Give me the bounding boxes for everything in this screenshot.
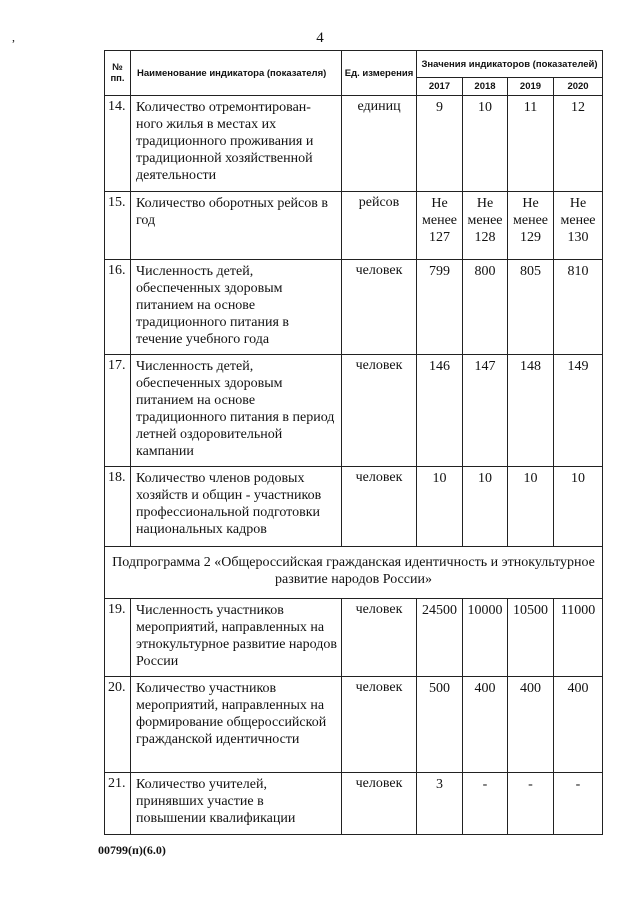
row-value: 3 xyxy=(417,773,463,835)
row-value: 12 xyxy=(554,96,603,192)
row-num: 14. xyxy=(105,96,131,192)
row-value: 147 xyxy=(463,355,508,467)
row-value: 146 xyxy=(417,355,463,467)
row-value: 400 xyxy=(463,677,508,773)
row-value: 10 xyxy=(463,96,508,192)
row-value: Не менее 129 xyxy=(508,192,554,260)
header-unit: Ед. измерения xyxy=(342,51,417,96)
header-values: Значения индикаторов (показателей) xyxy=(417,51,603,78)
row-value: 500 xyxy=(417,677,463,773)
table-row xyxy=(105,192,603,260)
row-name: Количество учителей, принявших участие в повышении квалификации xyxy=(131,773,342,835)
row-name: Численность участников мероприятий, направленных на этнокультурное развитие народов России xyxy=(131,599,342,677)
row-num: 19. xyxy=(105,599,131,677)
header-name: Наименование индикатора (показателя) xyxy=(131,51,342,96)
document-code: 00799(п)(6.0) xyxy=(98,843,166,857)
row-value: 10500 xyxy=(508,599,554,677)
row-unit: рейсов xyxy=(342,192,417,260)
row-value: 11 xyxy=(508,96,554,192)
row-value: 10 xyxy=(417,467,463,547)
row-unit: человек xyxy=(342,260,417,355)
row-unit: человек xyxy=(342,355,417,467)
row-value: 149 xyxy=(554,355,603,467)
table-row xyxy=(105,260,603,355)
row-name: Количество членов родовых хозяйств и общин - участников профессиональной подготовки национальных кадров xyxy=(131,467,342,547)
row-value: - xyxy=(554,773,603,835)
table-row xyxy=(105,677,603,773)
header-year: 2020 xyxy=(554,78,603,96)
header-year: 2019 xyxy=(508,78,554,96)
header-num: № пп. xyxy=(105,51,131,96)
row-name: Количество отремонтирован-ного жилья в местах их традиционного проживания и традиционной хозяйственной деятельности xyxy=(131,96,342,192)
table-row xyxy=(105,467,603,547)
indicators-table xyxy=(104,50,603,835)
row-num: 17. xyxy=(105,355,131,467)
row-value: 400 xyxy=(508,677,554,773)
row-name: Количество оборотных рейсов в год xyxy=(131,192,342,260)
row-value: 400 xyxy=(554,677,603,773)
row-value: Не менее 127 xyxy=(417,192,463,260)
row-num: 15. xyxy=(105,192,131,260)
row-value: 9 xyxy=(417,96,463,192)
header-year: 2017 xyxy=(417,78,463,96)
row-unit: человек xyxy=(342,599,417,677)
header-year: 2018 xyxy=(463,78,508,96)
row-value: 799 xyxy=(417,260,463,355)
stray-mark: , xyxy=(12,30,15,44)
row-value: - xyxy=(463,773,508,835)
row-unit: человек xyxy=(342,467,417,547)
table-row xyxy=(105,96,603,192)
row-num: 20. xyxy=(105,677,131,773)
row-num: 16. xyxy=(105,260,131,355)
row-unit: человек xyxy=(342,773,417,835)
row-value: 805 xyxy=(508,260,554,355)
row-name: Численность детей, обеспеченных здоровым питанием на основе традиционного питания в течение учебного года xyxy=(131,260,342,355)
row-value: 10 xyxy=(508,467,554,547)
page-number: 4 xyxy=(316,30,324,46)
row-value: 810 xyxy=(554,260,603,355)
subprogram-row xyxy=(105,547,603,599)
row-value: 10000 xyxy=(463,599,508,677)
table-row xyxy=(105,355,603,467)
row-unit: человек xyxy=(342,677,417,773)
subprogram-title: Подпрограмма 2 «Общероссийская гражданская идентичность и этнокультурное развитие народов России» xyxy=(105,547,603,599)
row-value: 800 xyxy=(463,260,508,355)
row-value: Не менее 128 xyxy=(463,192,508,260)
row-name: Численность детей, обеспеченных здоровым питанием на основе традиционного питания в период летней оздоровительной кампании xyxy=(131,355,342,467)
row-value: - xyxy=(508,773,554,835)
row-unit: единиц xyxy=(342,96,417,192)
row-num: 18. xyxy=(105,467,131,547)
row-value: 24500 xyxy=(417,599,463,677)
row-value: 148 xyxy=(508,355,554,467)
row-value: 10 xyxy=(463,467,508,547)
row-num: 21. xyxy=(105,773,131,835)
table-row xyxy=(105,773,603,835)
row-value: 11000 xyxy=(554,599,603,677)
row-value: Не менее 130 xyxy=(554,192,603,260)
table-row xyxy=(105,599,603,677)
row-name: Количество участников мероприятий, направленных на формирование общероссийской гражданской идентичности xyxy=(131,677,342,773)
row-value: 10 xyxy=(554,467,603,547)
